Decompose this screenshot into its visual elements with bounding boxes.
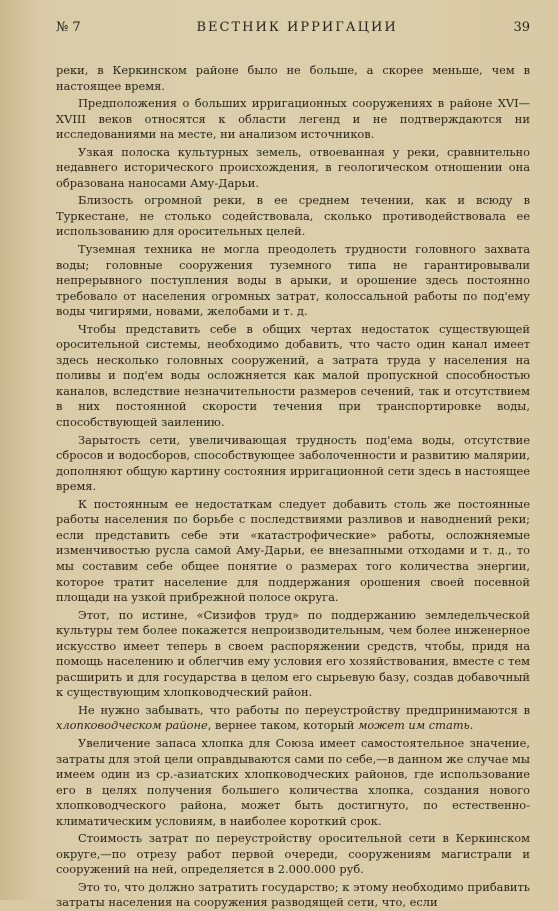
paragraph-10-after: . <box>469 718 474 733</box>
paragraph-5: Туземная техника не могла преодолеть трудности головного захвата воды; головные сооружения туземного типа не гарантировывали непрерывного поступления воды в арыки, и орошение здесь постоянно требовало от населения огромных затрат, колоссальной работы по под'ему воды чигирями, новами, желобами и т. д. <box>56 242 530 319</box>
paragraph-10-middle: , вернее таком, который <box>207 718 358 733</box>
paragraph-13: Это то, что должно затратить государство; к этому необходимо прибавить затраты населения на сооружения разводящей сети, что, если <box>56 879 530 910</box>
paragraph-2: Предположения о больших ирригационных сооружениях в районе XVI—XVIII веков относятся к области легенд и не подтверждаются ни исследованиями на месте, ни анализом источников. <box>56 96 530 142</box>
paragraph-7: Зарытость сети, увеличивающая трудность под'ема воды, отсутствие сбросов и водосборов, способствующее заболоченности и развитию малярии, дополняют общую картину состояния ирригационной сети здесь в настоящее время. <box>56 432 530 494</box>
paragraph-1: реки, в Керкинском районе было не больше, а скорее меньше, чем в настоящее время. <box>56 63 530 93</box>
paragraph-12: Стоимость затрат по переустройству оросительной сети в Керкинском округе,—по отрезу работ первой очереди, сооружениям магистрали и сооружений на ней, определяется в 2.000.000 руб. <box>56 831 530 877</box>
journal-title: ВЕСТНИК ИРРИГАЦИИ <box>196 20 398 35</box>
paragraph-11: Увеличение запаса хлопка для Союза имеет самостоятельное значение, затраты для этой цели оправдываются сами по себе,—в данном же случае мы имеем один из ср.-азиатских хлопководческих районов, где использование его в целях получения большего количества хлопка, создания нового хлопководческого района, может быть достигнуто, по естественно-климатическим условиям, в наиболее короткий срок. <box>56 735 530 828</box>
paragraph-10-before: Не нужно забывать, что работы по переустройству предпринимаются в <box>78 702 530 717</box>
paragraph-6: Чтобы представить себе в общих чертах недостаток существующей оросительной системы, необходимо добавить, что часто один канал имеет здесь несколько головных сооружений, а затрата труда у населения на поливы и под'ем воды осложняется как малой пропускной способностью каналов, вследствие незначительности размеров сечений, так и отсутствием в них постоянной скорости течения при транспортировке воды, способствующей заилению. <box>56 321 530 430</box>
page-header <box>56 20 530 41</box>
paragraph-8: К постоянным ее недостаткам следует добавить столь же постоянные работы населения по борьбе с последствиями разливов и наводнений реки; если представить себе эти «катастрофические» работы, осложняемые изменчивостью русла самой Аму-Дарьи, ее внезапными отходами и т. д., то мы составим себе общее понятие о размерах того количества энергии, которое тратит население для поддержания орошения своей посевной площади на узкой прибрежной полосе округа. <box>56 496 530 605</box>
paragraph-4: Близость огромной реки, в ее среднем течении, как и всюду в Туркестане, не столько содействовала, сколько противодействовала ее использованию для оросительных целей. <box>56 193 530 239</box>
paragraph-9: Этот, по истине, «Сизифов труд» по поддержанию земледельческой культуры тем более покажется непроизводительным, чем более инженерное искусство имеет теперь в своем распоряжении средств, чтобы, придя на помощь населению и облегчив ему условия его хозяйствования, вместе с тем расширить и для государства в целом его сырьевую базу, создав добавочный к существующим хлопководческий район. <box>56 607 530 700</box>
page-number: 39 <box>513 20 530 35</box>
paragraph-3: Узкая полоска культурных земель, отвоеванная у реки, сравнительно недавнего исторического происхождения, в геологическом отношении она образована наносами Аму-Дарьи. <box>56 144 530 190</box>
paragraph-10 <box>56 703 530 734</box>
article-body <box>56 63 530 911</box>
issue-number: № 7 <box>56 20 81 35</box>
emphasis-can-become: может им стать <box>357 718 470 733</box>
emphasis-cotton-region: хлопководческом районе <box>56 718 208 733</box>
